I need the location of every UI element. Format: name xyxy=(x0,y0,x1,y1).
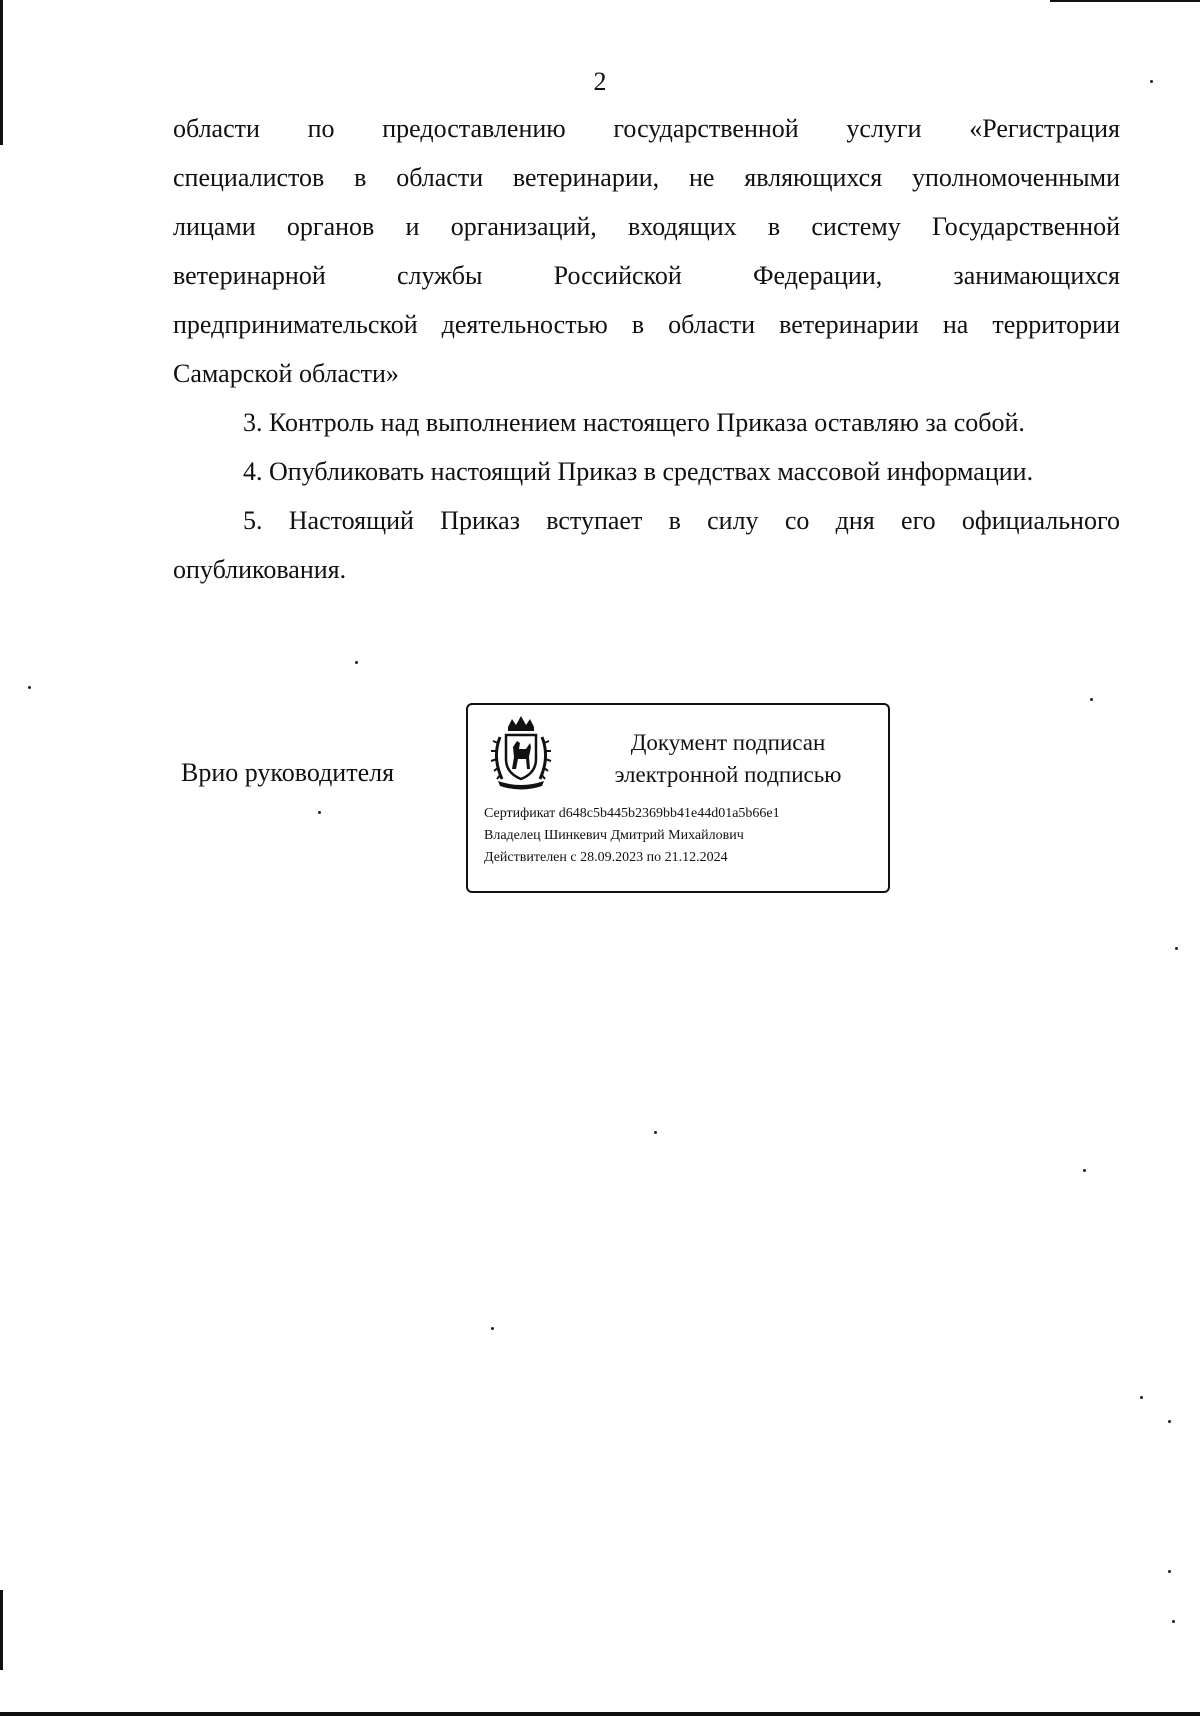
item-4: 4. Опубликовать настоящий Приказ в средствах массовой информации. xyxy=(243,457,1034,486)
paragraph-line: предпринимательской деятельностью в области ветеринарии на территории xyxy=(173,310,1120,339)
certificate-owner: Владелец Шинкевич Дмитрий Михайлович xyxy=(484,828,744,843)
paragraph-line: области по предоставлению государственной услуги «Регистрация xyxy=(173,114,1120,143)
scan-speck xyxy=(1168,1570,1171,1573)
scan-speck xyxy=(1175,947,1178,950)
stamp-heading xyxy=(578,727,878,791)
scan-speck xyxy=(1168,1420,1171,1423)
scan-speck xyxy=(318,811,321,814)
paragraph-line: ветеринарной службы Российской Федерации, занимающихся xyxy=(173,261,1120,290)
samara-coat-of-arms-icon xyxy=(486,713,556,791)
item-5-line: опубликования. xyxy=(173,555,347,584)
signer-title: Врио руководителя xyxy=(181,758,395,787)
certificate-number: Сертификат d648c5b445b2369bb41e44d01a5b66e1 xyxy=(484,806,780,821)
stamp-heading-line: Документ подписан xyxy=(630,730,826,755)
scan-speck xyxy=(355,661,358,664)
scan-speck xyxy=(28,686,31,689)
scan-speck xyxy=(1090,698,1093,701)
scan-speck xyxy=(1083,1169,1086,1172)
scan-edge-artifact xyxy=(0,1590,3,1670)
electronic-signature-stamp xyxy=(466,703,890,893)
scan-speck xyxy=(491,1327,494,1330)
paragraph-line: лицами органов и организаций, входящих в систему Государственной xyxy=(173,212,1120,241)
stamp-heading-line: электронной подписью xyxy=(614,762,842,787)
scan-edge-artifact xyxy=(1050,0,1200,2)
document-body xyxy=(173,104,1120,594)
page-number: 2 xyxy=(593,67,607,96)
scan-speck xyxy=(1172,1620,1175,1623)
scan-speck xyxy=(1140,1396,1143,1399)
item-3: 3. Контроль над выполнением настоящего Приказа оставляю за собой. xyxy=(243,408,1025,437)
scan-edge-artifact xyxy=(0,1712,1200,1716)
item-5-line: 5. Настоящий Приказ вступает в силу со дня его официального xyxy=(243,506,1120,535)
certificate-validity: Действителен с 28.09.2023 по 21.12.2024 xyxy=(484,850,728,865)
paragraph-line: Самарской области» xyxy=(173,359,399,388)
scan-speck xyxy=(654,1131,657,1134)
stamp-details xyxy=(484,803,884,869)
paragraph-line: специалистов в области ветеринарии, не являющихся уполномоченными xyxy=(173,163,1120,192)
